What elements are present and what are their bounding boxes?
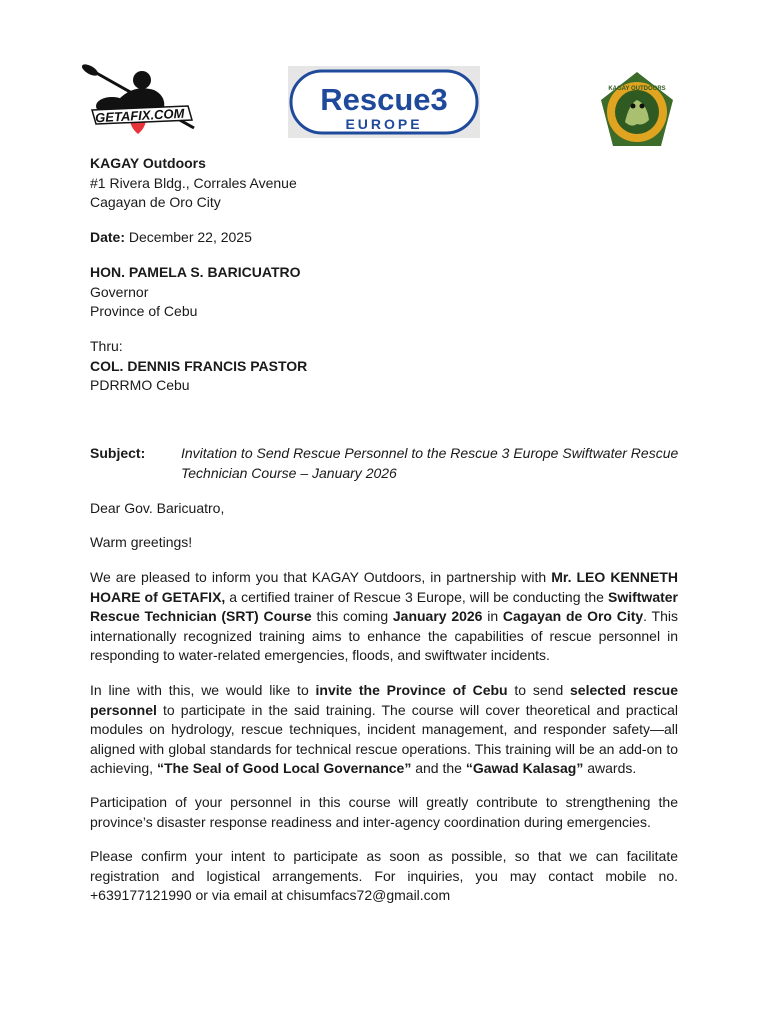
recipient-title: Governor — [90, 283, 149, 300]
rescue3-logo-sub-text: EUROPE — [345, 116, 423, 132]
recipient-block — [90, 263, 301, 322]
p2-text-3: to participate in the said training. The course will cover theoretical and practical modules on hydrology, rescue techniques, incident management, and responder safety—all aligned with global standards for technical rescue operations. This training will be an add-on to achieving, — [90, 701, 678, 776]
p1-course-date: January 2026 — [392, 608, 483, 624]
p2-text-5: awards. — [583, 760, 637, 776]
subject-label: Subject: — [90, 445, 146, 461]
thru-label: Thru: — [90, 338, 123, 354]
body-paragraph-1 — [90, 568, 678, 666]
getafix-logo — [80, 62, 204, 138]
p2-kalasag-award: “Gawad Kalasag” — [465, 760, 584, 776]
date-value: December 22, 2025 — [125, 229, 252, 245]
p1-text-5: . This internationally recognized training aims to enhance the capabilities of rescue personnel in responding to water-related emergencies, floods, and swiftwater incidents. — [90, 608, 678, 663]
p2-seal-award: “The Seal of Good Local Governance” — [156, 760, 412, 776]
thru-block — [90, 337, 307, 396]
p2-personnel: selected rescue personnel — [90, 682, 678, 718]
p2-text-4: and the — [411, 760, 466, 776]
salutation: Dear Gov. Baricuatro, — [90, 500, 225, 516]
body-paragraph-4: Please confirm your intent to participate as soon as possible, so that we can facilitate registration and logistical arrangements. For inquiries, you may contact mobile no. +639177121990 or via email at chisumfacs72@gmail.com — [90, 848, 678, 903]
kagay-logo-text: KAGAY OUTDOORS — [608, 86, 666, 92]
sender-block — [90, 154, 297, 213]
greeting: Warm greetings! — [90, 534, 193, 550]
thru-name: COL. DENNIS FRANCIS PASTOR — [90, 357, 308, 374]
p2-text-2: to send — [507, 682, 571, 698]
p1-text-4: in — [482, 608, 503, 624]
p1-trainer-name: Mr. LEO KENNETH HOARE of GETAFIX, — [90, 569, 678, 605]
p1-text-1: We are pleased to inform you that KAGAY Outdoors, in partnership with — [90, 569, 552, 585]
subject-text: Invitation to Send Rescue Personnel to the Rescue 3 Europe Swiftwater Rescue Technician Course – January 2026 — [181, 445, 679, 481]
date-line — [90, 228, 252, 248]
body-paragraph-3: Participation of your personnel in this course will greatly contribute to strengthening the province’s disaster response readiness and inter-agency coordination during emergencies. — [90, 794, 678, 830]
p1-course-location: Cagayan de Oro City — [502, 608, 644, 624]
rescue3-europe-logo — [288, 66, 480, 138]
recipient-name: HON. PAMELA S. BARICUATRO — [90, 264, 301, 280]
getafix-logo-text: GETAFIX.COM — [94, 105, 185, 126]
sender-address-line-2: Cagayan de Oro City — [90, 194, 221, 210]
sender-org: KAGAY Outdoors — [90, 155, 206, 171]
date-label: Date: — [90, 229, 126, 245]
thru-office: PDRRMO Cebu — [90, 377, 190, 393]
p1-text-3: this coming — [311, 608, 393, 624]
sender-address-line-1: #1 Rivera Bldg., Corrales Avenue — [90, 174, 297, 191]
kagay-outdoors-logo — [597, 70, 677, 152]
rescue3-logo-main-text: Rescue3 — [320, 82, 448, 117]
recipient-office: Province of Cebu — [90, 303, 198, 319]
p2-invitee: invite the Province of Cebu — [315, 682, 508, 698]
body-paragraph-2 — [90, 681, 678, 779]
p1-text-2: a certified trainer of Rescue 3 Europe, will be conducting the — [225, 588, 608, 605]
p1-course-name: Swiftwater Rescue Technician (SRT) Course — [90, 588, 678, 624]
p2-text-1: In line with this, we would like to — [90, 682, 316, 698]
